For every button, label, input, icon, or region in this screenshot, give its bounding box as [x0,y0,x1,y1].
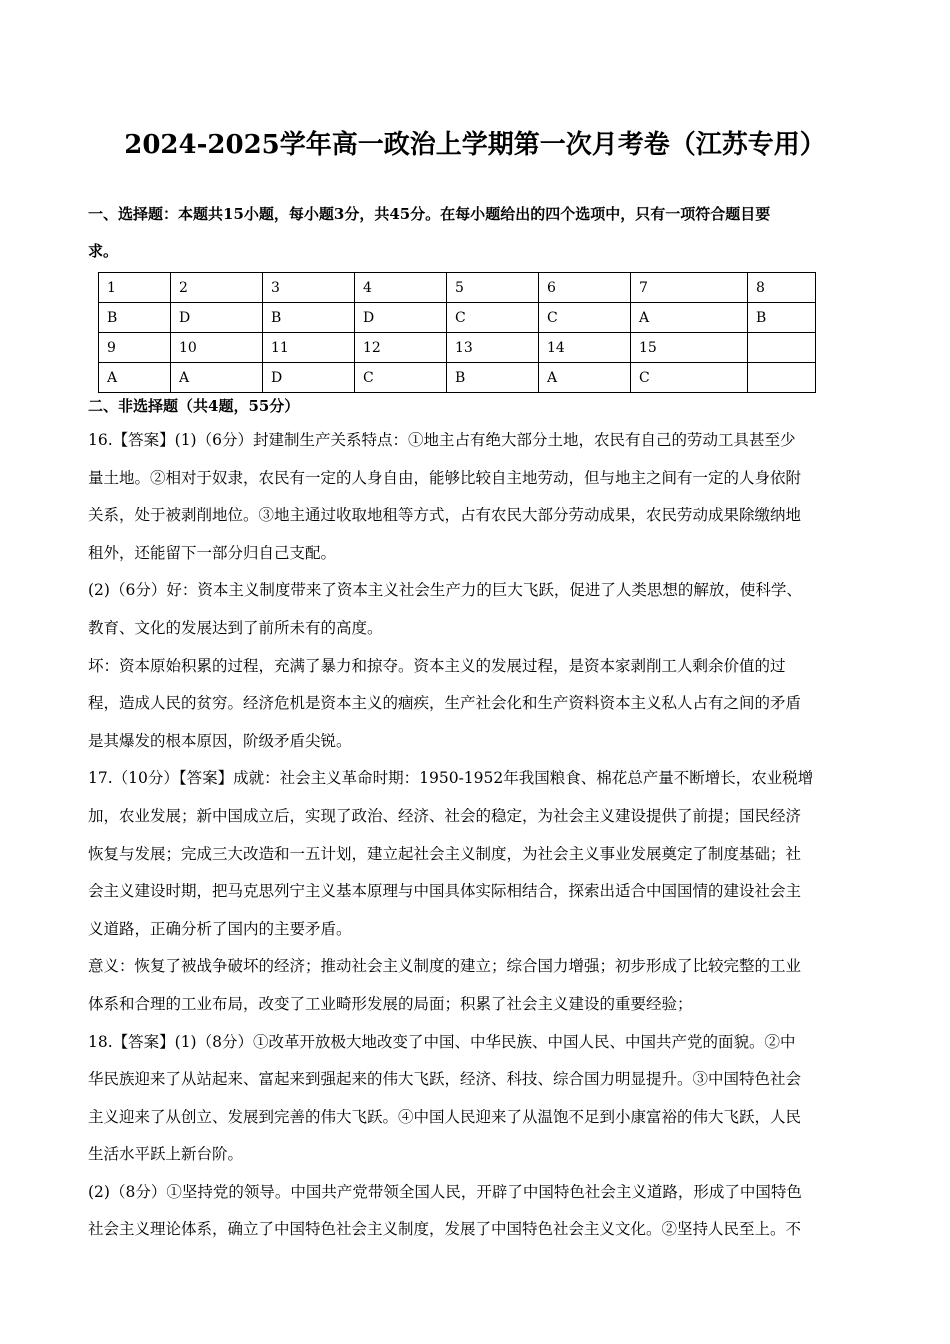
text-line: 18.【答案】(1)（8分）①改革开放极大地改变了中国、中华民族、中国人民、中国共产党的面貌。②中 [88,1032,796,1051]
section1-heading: 一、选择题：本题共15小题，每小题3分，共45分。在每小题给出的四个选项中，只有一项符合题目要 [88,205,771,223]
table-row [99,303,816,333]
table-cell: 12 [355,333,447,363]
text-line: 16.【答案】(1)（6分）封建制生产关系特点：①地主占有绝大部分土地，农民有自己的劳动工具甚至少 [88,431,796,449]
text-line: 社会主义理论体系，确立了中国特色社会主义制度，发展了中国特色社会主义文化。②坚持人民至上。不 [88,1220,802,1239]
table-cell: 9 [99,333,171,363]
text-line: 是其爆发的根本原因，阶级矛盾尖锐。 [88,731,352,750]
table-cell: 2 [171,273,263,303]
text-line: 关系，处于被剥削地位。③地主通过收取地租等方式，占有农民大部分劳动成果，农民劳动成果除缴纳地 [88,506,802,525]
table-cell: 15 [631,333,748,363]
table-cell: 13 [447,333,539,363]
table-cell: A [171,363,263,393]
table-cell: A [631,303,748,333]
table-cell [748,333,816,363]
table-cell: C [539,303,631,333]
text-line: 生活水平跃上新台阶。 [88,1145,244,1164]
table-cell [748,363,816,393]
text-line: (2)（6分）好：资本主义制度带来了资本主义社会生产力的巨大飞跃，促进了人类思想的解放，使科学、 [88,581,802,600]
answer-table [98,272,816,393]
table-cell: C [355,363,447,393]
table-cell: 11 [263,333,355,363]
text-line: (2)（8分）①坚持党的领导。中国共产党带领全国人民，开辟了中国特色社会主义道路，形成了中国特色 [88,1182,802,1201]
table-cell: B [99,303,171,333]
table-cell: 3 [263,273,355,303]
table-cell: B [748,303,816,333]
table-cell: B [263,303,355,333]
text-line: 教育、文化的发展达到了前所未有的高度。 [88,618,383,637]
table-cell: 8 [748,273,816,303]
section1-heading-cont: 求。 [88,242,119,260]
table-cell: A [539,363,631,393]
table-cell: 1 [99,273,171,303]
table-cell: D [263,363,355,393]
page-title: 2024-2025学年高一政治上学期第一次月考卷（江苏专用） [124,130,826,160]
text-line: 会主义建设时期，把马克思列宁主义基本原理与中国具体实际相结合，探索出适合中国国情的建设社会主 [88,882,802,901]
text-line: 恢复与发展；完成三大改造和一五计划，建立起社会主义制度，为社会主义事业发展奠定了制度基础；社 [88,844,802,863]
table-row [99,363,816,393]
text-line: 量土地。②相对于奴隶，农民有一定的人身自由，能够比较自主地劳动，但与地主之间有一定的人身依附 [88,468,802,487]
table-cell: C [631,363,748,393]
table-cell: B [447,363,539,393]
table-cell: 14 [539,333,631,363]
text-line: 华民族迎来了从站起来、富起来到强起来的伟大飞跃，经济、科技、综合国力明显提升。③中国特色社会 [88,1070,802,1089]
text-line: 程，造成人民的贫穷。经济危机是资本主义的痼疾，生产社会化和生产资料资本主义私人占有之间的矛盾 [88,694,802,713]
section2-heading: 二、非选择题（共4题，55分） [88,397,300,415]
table-cell: 10 [171,333,263,363]
text-line: 坏：资本原始积累的过程，充满了暴力和掠夺。资本主义的发展过程，是资本家剥削工人剩余价值的过 [88,656,786,675]
text-line: 17.（10分）【答案】成就：社会主义革命时期：1950-1952年我国粮食、棉花总产量不断增长，农业税增 [88,769,814,788]
table-cell: A [99,363,171,393]
table-cell: D [171,303,263,333]
table-cell: 6 [539,273,631,303]
table-cell: 7 [631,273,748,303]
table-cell: 4 [355,273,447,303]
answers-body [88,426,813,1253]
table-cell: D [355,303,447,333]
text-line: 体系和合理的工业布局，改变了工业畸形发展的局面；积累了社会主义建设的重要经验； [88,994,693,1013]
text-line: 租外，还能留下一部分归自己支配。 [88,543,337,562]
text-line: 意义：恢复了被战争破坏的经济；推动社会主义制度的建立；综合国力增强；初步形成了比较完整的工业 [88,957,802,976]
text-line: 主义迎来了从创立、发展到完善的伟大飞跃。④中国人民迎来了从温饱不足到小康富裕的伟大飞跃，人民 [88,1107,802,1126]
table-cell: 5 [447,273,539,303]
table-row [99,273,816,303]
text-line: 义道路，正确分析了国内的主要矛盾。 [88,919,352,938]
text-line: 加，农业发展；新中国成立后，实现了政治、经济、社会的稳定，为社会主义建设提供了前提；国民经济 [88,806,802,825]
table-row [99,333,816,363]
table-cell: C [447,303,539,333]
